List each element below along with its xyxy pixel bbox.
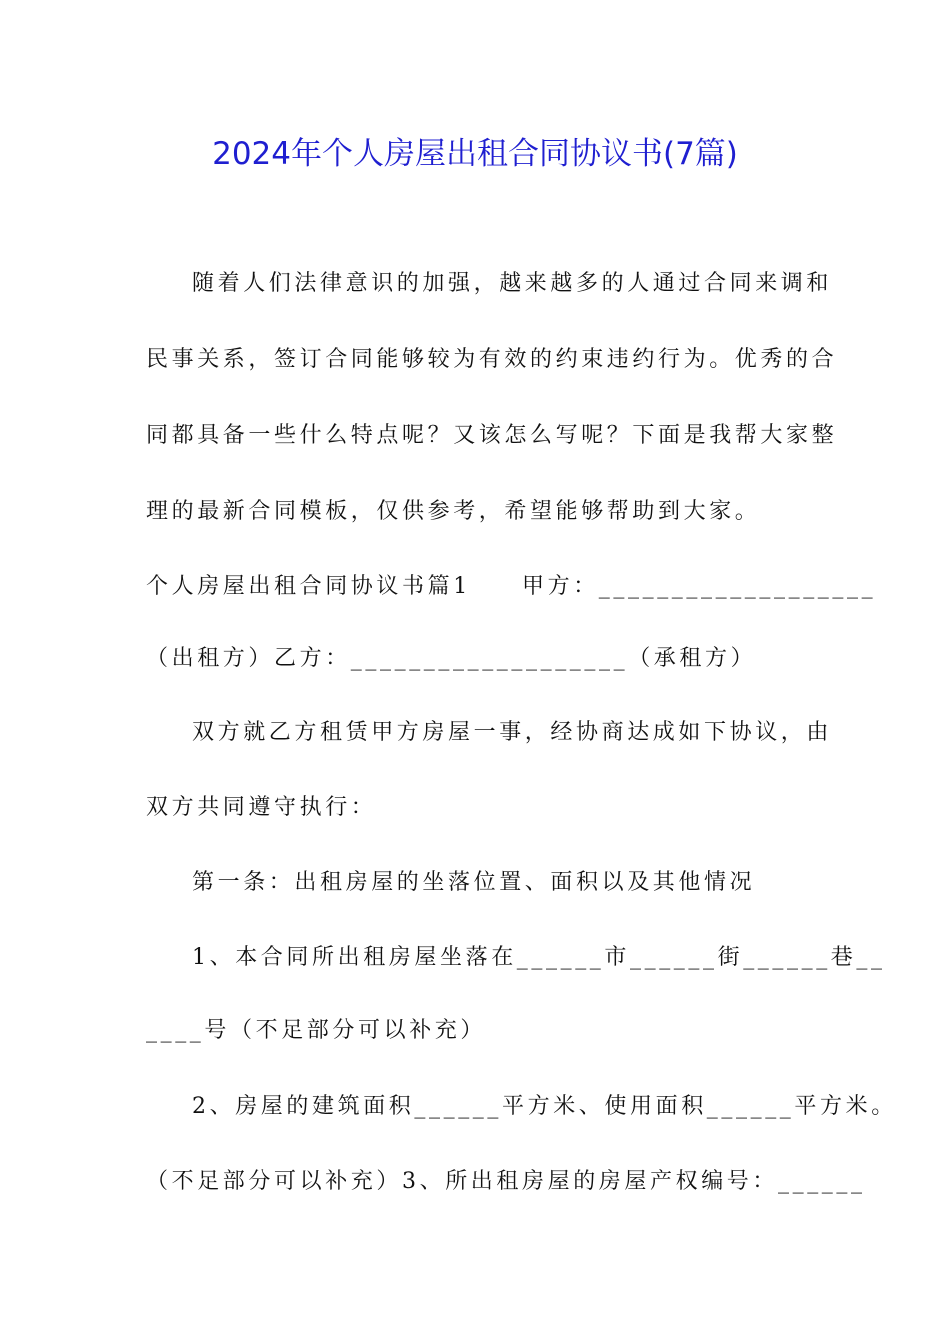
clause-line: ____号（不足部分可以补充）: [146, 1018, 487, 1043]
paragraph-line: 理的最新合同模板，仅供参考，希望能够帮助到大家。: [146, 499, 761, 524]
paragraph-line: 双方共同遵守执行：: [146, 795, 377, 820]
paragraph-line: 民事关系，签订合同能够较为有效的约束违约行为。优秀的合: [146, 347, 838, 372]
article-heading: 第一条：出租房屋的坐落位置、面积以及其他情况: [192, 870, 756, 895]
clause-line: （不足部分可以补充）3、所出租房屋的房屋产权编号：______: [146, 1169, 866, 1194]
paragraph-line: 双方就乙方租赁甲方房屋一事，经协商达成如下协议，由: [192, 720, 833, 745]
party-line: （出租方）乙方：___________________（承租方）: [146, 646, 757, 671]
paragraph-line: 同都具备一些什么特点呢？又该怎么写呢？下面是我帮大家整: [146, 423, 838, 448]
document-title: 2024年个人房屋出租合同协议书(7篇): [212, 136, 738, 172]
section-heading-line: 个人房屋出租合同协议书篇1 甲方：___________________: [146, 574, 877, 599]
clause-line: 2、房屋的建筑面积______平方米、使用面积______平方米。: [192, 1094, 897, 1119]
paragraph-line: 随着人们法律意识的加强，越来越多的人通过合同来调和: [192, 271, 833, 296]
clause-line: 1、本合同所出租房屋坐落在______市______街______巷__: [192, 945, 886, 970]
